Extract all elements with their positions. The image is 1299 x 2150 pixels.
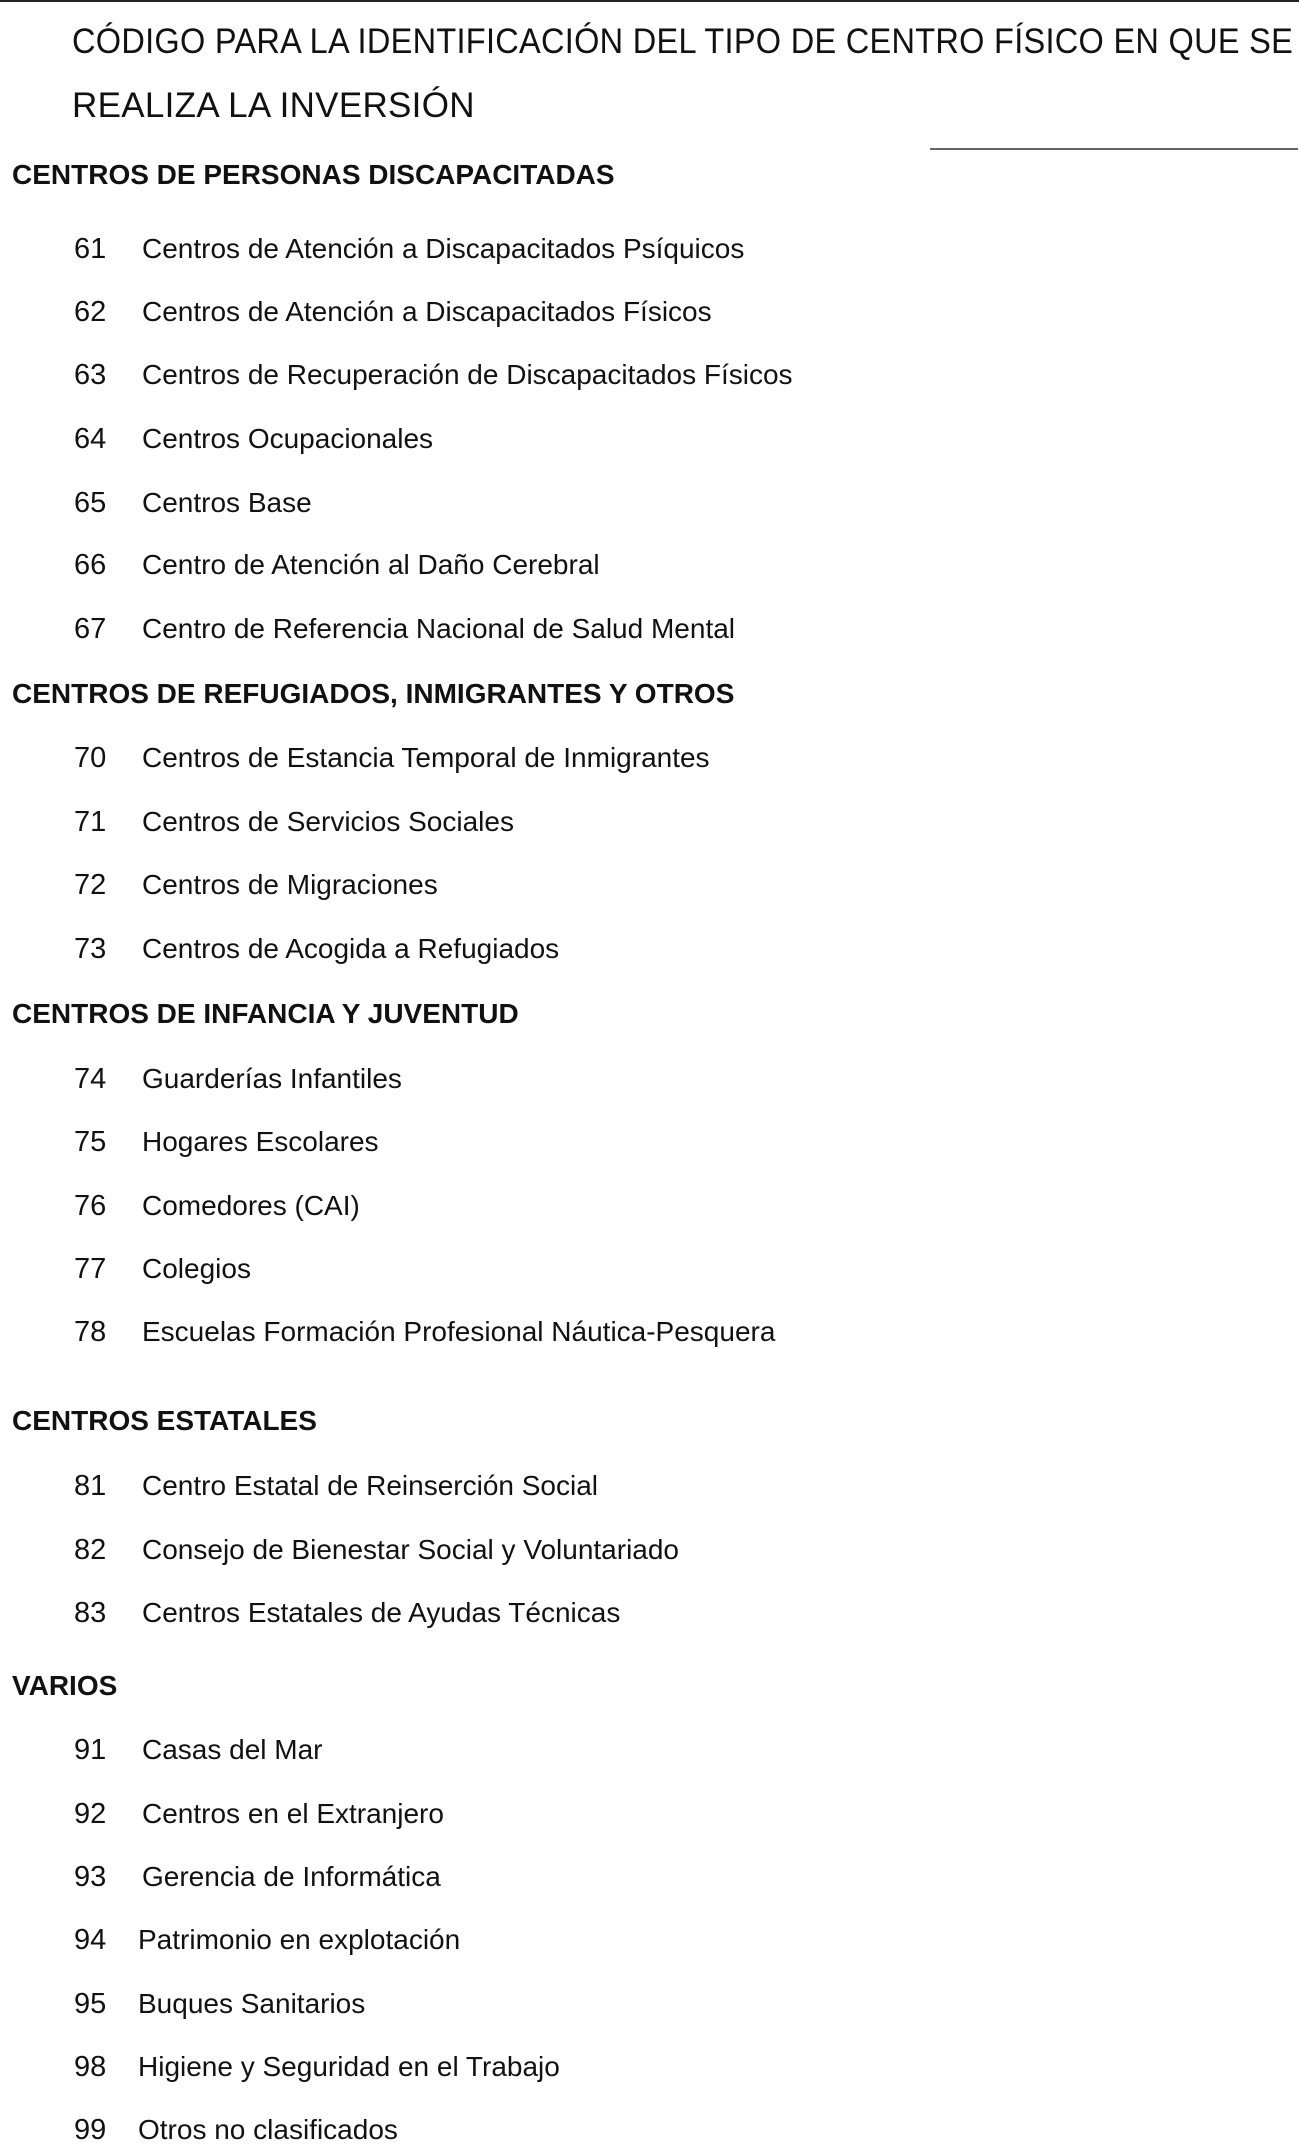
item-code: 73 bbox=[74, 933, 107, 965]
item-code: 92 bbox=[74, 1798, 107, 1830]
item-label: Centros de Servicios Sociales bbox=[142, 806, 514, 837]
item-label: Gerencia de Informática bbox=[142, 1861, 441, 1892]
section-heading-refugiados: CENTROS DE REFUGIADOS, INMIGRANTES Y OTROS bbox=[12, 678, 735, 709]
item-code: 99 bbox=[74, 2114, 107, 2146]
item-label: Centros Base bbox=[142, 487, 312, 518]
item-label: Buques Sanitarios bbox=[138, 1988, 366, 2019]
item-code: 81 bbox=[74, 1470, 107, 1502]
item-code: 76 bbox=[74, 1190, 107, 1222]
item-code: 93 bbox=[74, 1861, 107, 1893]
item-code: 62 bbox=[74, 296, 107, 328]
item-label: Consejo de Bienestar Social y Voluntariado bbox=[142, 1534, 680, 1565]
item-code: 72 bbox=[74, 869, 107, 901]
item-code: 94 bbox=[74, 1924, 107, 1956]
title-underline-rule bbox=[930, 148, 1298, 150]
item-label: Centros en el Extranjero bbox=[142, 1798, 444, 1829]
item-code: 64 bbox=[74, 423, 107, 455]
item-label: Otros no clasificados bbox=[138, 2114, 398, 2145]
document-title-line-2: REALIZA LA INVERSIÓN bbox=[72, 86, 475, 125]
item-label: Guarderías Infantiles bbox=[142, 1063, 402, 1094]
item-label: Comedores (CAI) bbox=[142, 1190, 360, 1221]
item-label: Hogares Escolares bbox=[142, 1126, 379, 1157]
section-heading-estatales: CENTROS ESTATALES bbox=[12, 1405, 317, 1436]
item-label: Centros de Estancia Temporal de Inmigrantes bbox=[142, 742, 710, 773]
item-label: Centros de Atención a Discapacitados Físicos bbox=[142, 296, 712, 327]
section-heading-infancia: CENTROS DE INFANCIA Y JUVENTUD bbox=[12, 998, 519, 1029]
item-code: 95 bbox=[74, 1988, 107, 2020]
item-label: Centros de Acogida a Refugiados bbox=[142, 933, 560, 964]
item-code: 71 bbox=[74, 806, 107, 838]
item-label: Centros Estatales de Ayudas Técnicas bbox=[142, 1597, 621, 1628]
item-code: 65 bbox=[74, 487, 107, 519]
item-label: Higiene y Seguridad en el Trabajo bbox=[138, 2051, 560, 2082]
item-code: 61 bbox=[74, 233, 107, 265]
item-label: Centros de Migraciones bbox=[142, 869, 438, 900]
item-code: 77 bbox=[74, 1253, 107, 1285]
item-code: 67 bbox=[74, 613, 107, 645]
item-code: 98 bbox=[74, 2051, 107, 2083]
item-label: Centros de Recuperación de Discapacitados Físicos bbox=[142, 359, 793, 390]
item-code: 75 bbox=[74, 1126, 107, 1158]
item-code: 70 bbox=[74, 742, 107, 774]
document-title-line-1: CÓDIGO PARA LA IDENTIFICACIÓN DEL TIPO DE CENTRO FÍSICO EN QUE SE bbox=[72, 22, 1294, 61]
item-code: 91 bbox=[74, 1734, 107, 1766]
item-label: Centros de Atención a Discapacitados Psíquicos bbox=[142, 233, 745, 264]
item-code: 66 bbox=[74, 549, 107, 581]
item-label: Patrimonio en explotación bbox=[138, 1924, 461, 1955]
item-code: 83 bbox=[74, 1597, 107, 1629]
item-label: Centro de Atención al Daño Cerebral bbox=[142, 549, 600, 580]
item-label: Centro Estatal de Reinserción Social bbox=[142, 1470, 599, 1501]
item-code: 74 bbox=[74, 1063, 107, 1095]
item-code: 82 bbox=[74, 1534, 107, 1566]
item-label: Colegios bbox=[142, 1253, 251, 1284]
item-label: Escuelas Formación Profesional Náutica-Pesquera bbox=[142, 1316, 776, 1347]
item-code: 78 bbox=[74, 1316, 107, 1348]
item-code: 63 bbox=[74, 359, 107, 391]
item-label: Casas del Mar bbox=[142, 1734, 323, 1765]
section-heading-discapacitados: CENTROS DE PERSONAS DISCAPACITADAS bbox=[12, 159, 615, 190]
item-label: Centros Ocupacionales bbox=[142, 423, 434, 454]
item-label: Centro de Referencia Nacional de Salud Mental bbox=[142, 613, 736, 644]
section-heading-varios: VARIOS bbox=[12, 1670, 118, 1701]
top-rule bbox=[0, 0, 1299, 2]
